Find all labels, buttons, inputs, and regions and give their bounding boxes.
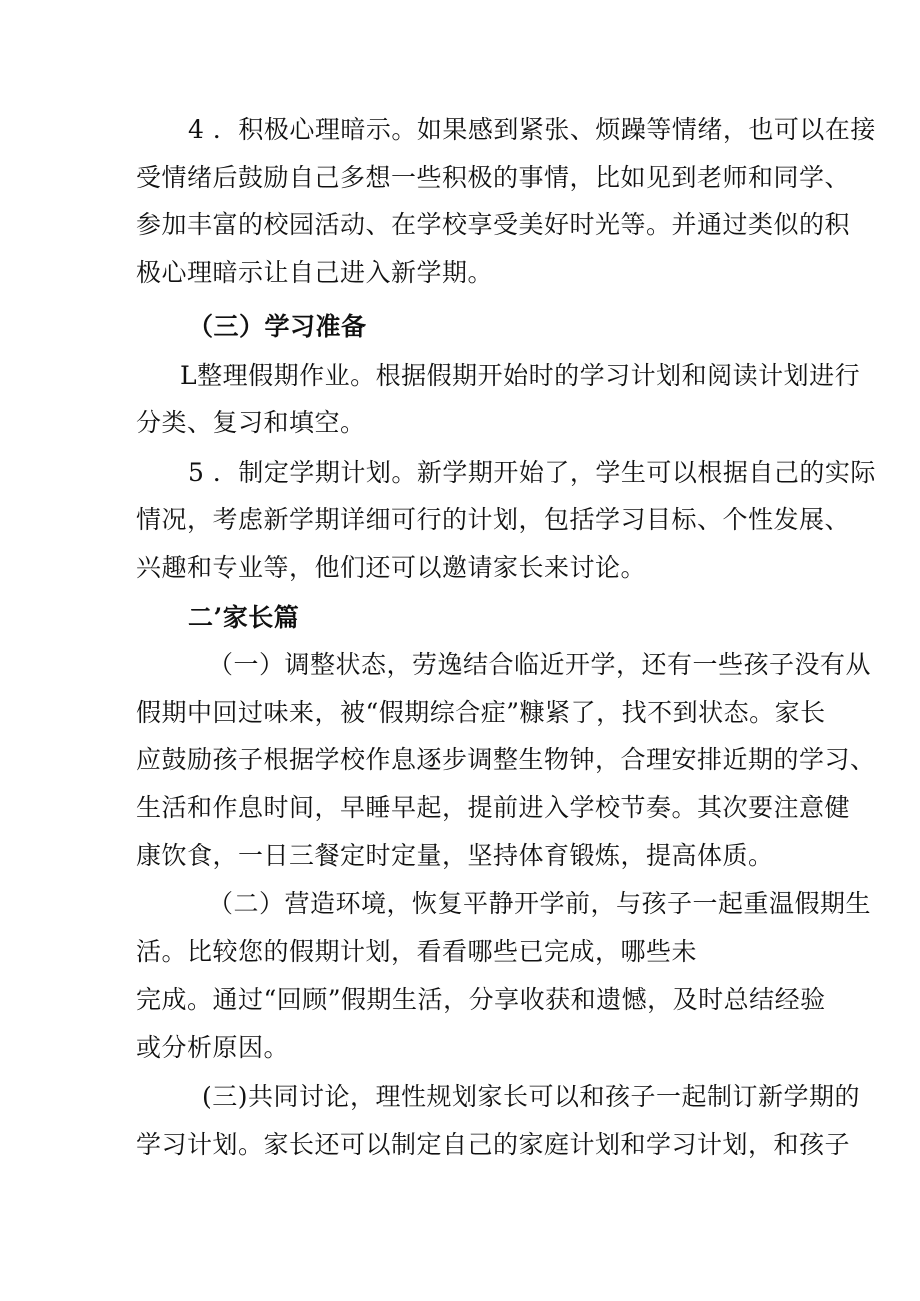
paragraph-line: 分类、复习和填空。 <box>136 408 366 437</box>
paragraph-line: （二）营造环境，恢复平静开学前，与孩子一起重温假期生 <box>208 889 872 918</box>
paragraph-line: 完成。通过“回顾”假期生活，分享收获和遗憾，及时总结经验 <box>136 985 826 1014</box>
paragraph-line: 4 ．积极心理暗示。如果感到紧张、烦躁等情绪，也可以在接 <box>188 115 876 144</box>
paragraph-line: (三)共同讨论，理性规划家长可以和孩子一起制订新学期的 <box>202 1082 861 1111</box>
paragraph-line: 参加丰富的校园活动、在学校享受美好时光等。并通过类似的积 <box>136 210 851 239</box>
paragraph-line: 康饮食，一日三餐定时定量，坚持体育锻炼，提高体质。 <box>136 841 774 870</box>
paragraph-line: 或分析原因。 <box>136 1033 290 1062</box>
paragraph-line: 极心理暗示让自己进入新学期。 <box>136 258 494 287</box>
paragraph-line: 5 ．制定学期计划。新学期开始了，学生可以根据自己的实际 <box>188 458 876 487</box>
paragraph-line: 假期中回过味来，被“假期综合症”糠紧了，找不到状态。家长 <box>136 698 826 727</box>
paragraph-line: 活。比较您的假期计划，看看哪些已完成，哪些未 <box>136 937 698 966</box>
section-heading: （三）学习准备 <box>188 312 367 341</box>
paragraph-line: 应鼓励孩子根据学校作息逐步调整生物钟，合理安排近期的学习、 <box>136 745 876 774</box>
paragraph-line: 学习计划。家长还可以制定自己的家庭计划和学习计划，和孩子 <box>136 1130 851 1159</box>
paragraph-line: （一）调整状态，劳逸结合临近开学，还有一些孩子没有从 <box>208 650 872 679</box>
paragraph-line: 生活和作息时间，早睡早起，提前进入学校节奏。其次要注意健 <box>136 793 851 822</box>
paragraph-line: L整理假期作业。根据假期开始时的学习计划和阅读计划进行 <box>180 361 861 390</box>
paragraph-line: 情况，考虑新学期详细可行的计划，包括学习目标、个性发展、 <box>136 505 851 534</box>
paragraph-line: 受情绪后鼓励自己多想一些积极的事情，比如见到老师和同学、 <box>136 163 851 192</box>
section-heading: 二’家长篇 <box>188 603 300 632</box>
paragraph-line: 兴趣和专业等，他们还可以邀请家长来讨论。 <box>136 553 647 582</box>
